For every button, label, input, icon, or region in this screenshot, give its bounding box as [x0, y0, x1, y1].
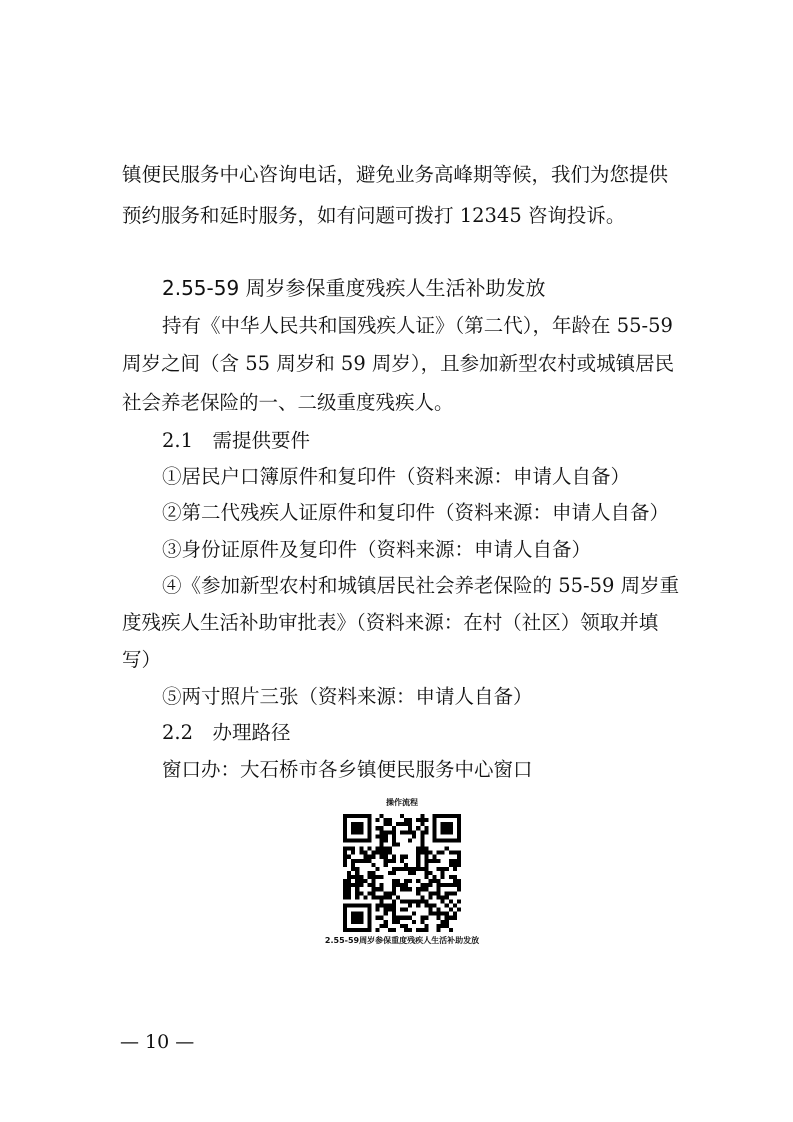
- qr-title: 操作流程: [386, 798, 418, 807]
- qr-modules: [343, 814, 461, 932]
- section-title: 2.55-59 周岁参保重度残疾人生活补助发放: [162, 276, 546, 300]
- route-text: 窗口办：大石桥市各乡镇便民服务中心窗口: [162, 758, 533, 781]
- qr-code-icon: [343, 814, 461, 932]
- qr-caption: 2.55-59周岁参保重度残疾人生活补助发放: [324, 936, 480, 945]
- description-line-2: 周岁之间（含 55 周岁和 59 周岁），且参加新型农村或城镇居民: [122, 352, 675, 375]
- body-line-2: 预约服务和延时服务，如有问题可拨打 12345 咨询投诉。: [122, 204, 626, 227]
- subsection-heading-route: 2.2 办理路径: [162, 721, 291, 744]
- requirement-item-4-line-1: ④《参加新型农村和城镇居民社会养老保险的 55-59 周岁重: [162, 574, 680, 597]
- description-line-3: 社会养老保险的一、二级重度残疾人。: [122, 391, 454, 414]
- requirement-item-4-line-2: 度残疾人生活补助审批表》（资料来源：在村（社区）领取并填: [122, 611, 659, 634]
- subsection-heading-requirements: 2.1 需提供要件: [162, 429, 311, 452]
- description-line-1: 持有《中华人民共和国残疾人证》（第二代），年龄在 55-59: [162, 314, 673, 337]
- requirement-item-3: ③身份证原件及复印件（资料来源：申请人自备）: [162, 538, 592, 561]
- body-line-1: 镇便民服务中心咨询电话，避免业务高峰期等候，我们为您提供: [122, 163, 669, 186]
- page-number: — 10 —: [120, 1031, 195, 1053]
- requirement-item-4-line-3: 写）: [122, 648, 162, 671]
- requirement-item-1: ①居民户口簿原件和复印件（资料来源：申请人自备）: [162, 465, 631, 488]
- qr-code-block: [322, 798, 482, 946]
- requirement-item-5: ⑤两寸照片三张（资料来源：申请人自备）: [162, 685, 533, 708]
- requirement-item-2: ②第二代残疾人证原件和复印件（资料来源：申请人自备）: [162, 501, 670, 524]
